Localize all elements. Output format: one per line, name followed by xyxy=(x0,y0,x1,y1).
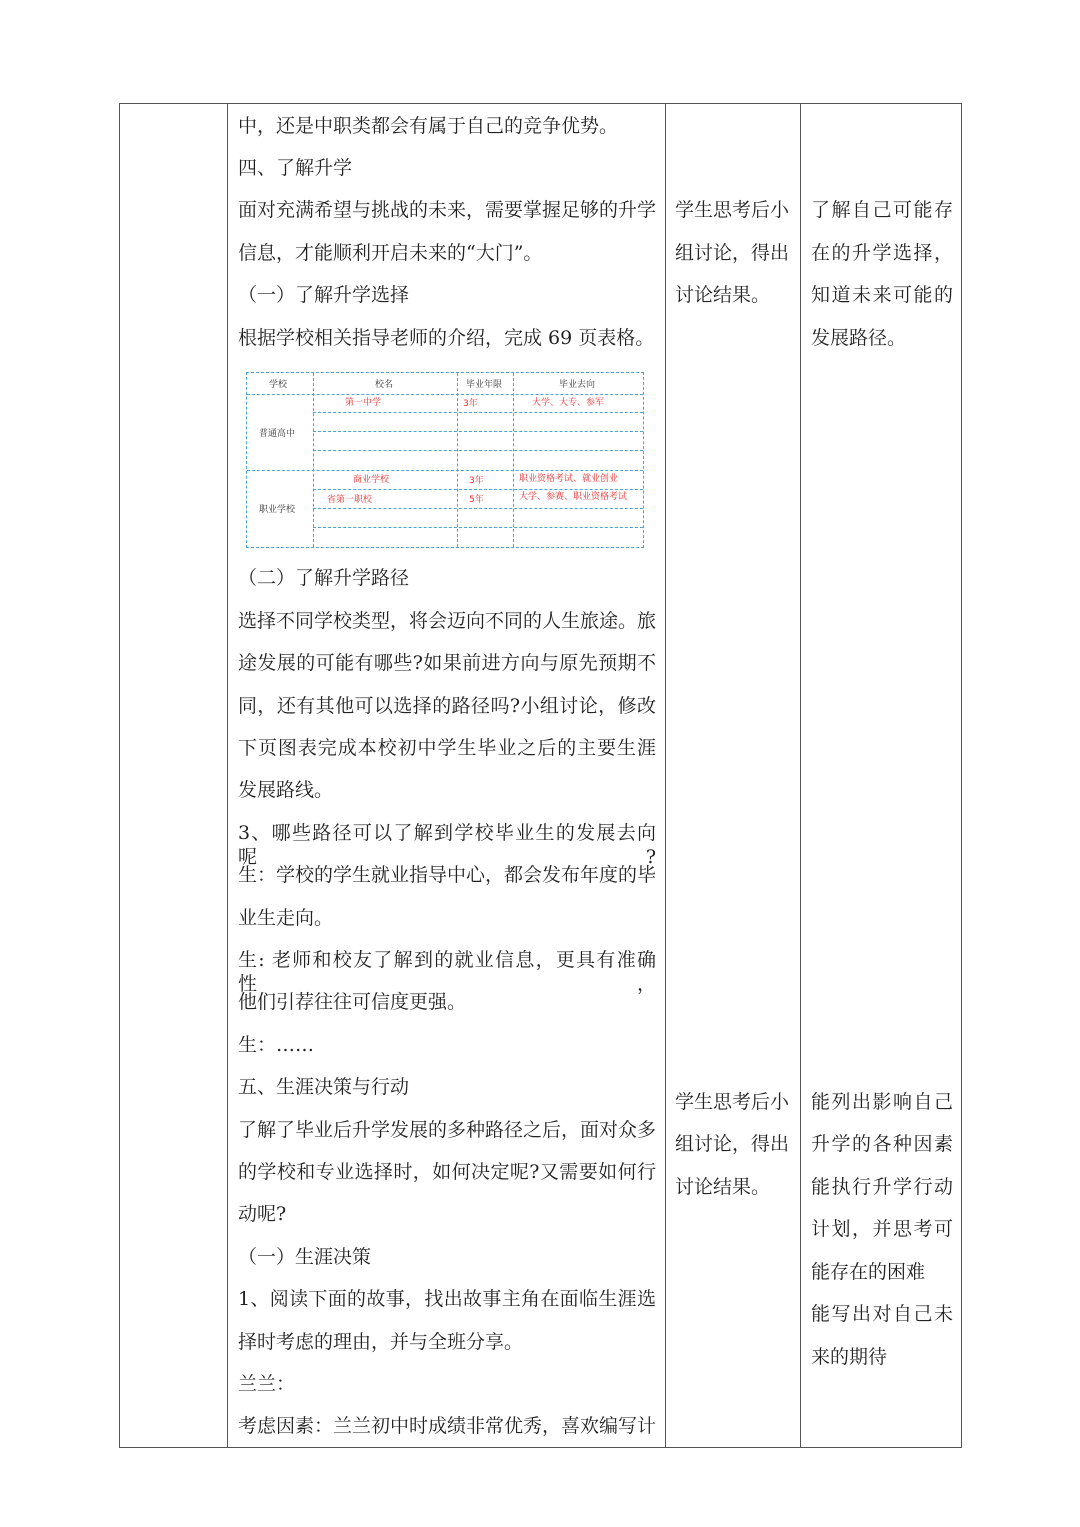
section-heading: 五、生涯决策与行动 xyxy=(238,1076,410,1098)
mini-header: 毕业年限 xyxy=(466,380,503,390)
mini-header: 校名 xyxy=(375,380,394,390)
mini-cell: 大学、参赛、职业资格考试 xyxy=(519,492,628,502)
goal-line: 计划，并思考可 xyxy=(811,1218,953,1240)
body-line: 下页图表完成本校初中学生毕业之后的主要生涯 xyxy=(238,737,656,759)
student-activity-line: 学生思考后小 xyxy=(675,1091,790,1113)
section-heading: 四、了解升学 xyxy=(238,157,353,179)
body-line: 1、阅读下面的故事，找出故事主角在面临生涯选 xyxy=(238,1288,656,1310)
body-line: 信息，才能顺利开启未来的“大门”。 xyxy=(238,242,543,264)
body-line: 的学校和专业选择时，如何决定呢?又需要如何行 xyxy=(238,1161,656,1183)
body-line: 他们引荐往往可信度更强。 xyxy=(238,991,467,1013)
goal-line: 能写出对自己未 xyxy=(811,1303,953,1325)
body-line: 生：学校的学生就业指导中心，都会发布年度的毕 xyxy=(238,864,657,886)
body-line: 了解了毕业后升学发展的多种路径之后，面对众多 xyxy=(238,1119,657,1141)
mini-cell: 3年 xyxy=(463,399,478,409)
table-divider xyxy=(665,103,666,1448)
mini-cell: 5年 xyxy=(469,495,484,505)
student-activity-line: 讨论结果。 xyxy=(675,284,771,306)
body-line: 动呢? xyxy=(238,1203,287,1225)
body-line: 根据学校相关指导老师的介绍，完成 69 页表格。 xyxy=(238,327,655,349)
goal-line: 能执行升学行动 xyxy=(811,1176,953,1198)
table-divider xyxy=(227,103,228,1448)
body-line: 途发展的可能有哪些?如果前进方向与原先预期不 xyxy=(238,652,656,674)
table-divider xyxy=(800,103,801,1448)
body-line: 生: 老师和校友了解到的就业信息，更具有准确性， xyxy=(238,949,656,995)
mini-group-label: 职业学校 xyxy=(259,505,296,515)
body-line: 考虑因素：兰兰初中时成绩非常优秀，喜欢编写计 xyxy=(238,1415,657,1437)
body-line: 兰兰： xyxy=(238,1373,296,1395)
mini-header: 毕业去向 xyxy=(559,380,596,390)
goal-line: 来的期待 xyxy=(811,1346,888,1368)
subsection-heading: （一）了解升学选择 xyxy=(238,284,410,306)
subsection-heading: （一）生涯决策 xyxy=(238,1246,372,1268)
body-line: 选择不同学校类型，将会迈向不同的人生旅途。旅 xyxy=(238,610,657,632)
body-line: 同，还有其他可以选择的路径吗?小组讨论，修改 xyxy=(238,695,656,717)
student-activity-line: 组讨论，得出 xyxy=(675,1133,790,1155)
student-activity-line: 学生思考后小 xyxy=(675,199,790,221)
student-activity-line: 组讨论，得出 xyxy=(675,242,790,264)
mini-header: 学校 xyxy=(269,380,288,390)
goal-line: 了解自己可能存 xyxy=(811,199,953,221)
body-line: 业生走向。 xyxy=(238,907,334,929)
goal-line: 升学的各种因素 xyxy=(811,1133,953,1155)
goal-line: 发展路径。 xyxy=(811,327,907,349)
mini-cell: 第一中学 xyxy=(345,398,382,408)
mini-cell: 职业资格考试、就业创业 xyxy=(519,474,619,484)
mini-cell: 大学、大专、参军 xyxy=(532,398,605,408)
goal-line: 能存在的困难 xyxy=(811,1261,926,1283)
mini-cell: 省第一职校 xyxy=(327,495,373,505)
mini-cell: 3年 xyxy=(469,476,484,486)
body-line: 3、哪些路径可以了解到学校毕业生的发展去向呢? xyxy=(238,822,656,868)
mini-cell: 商业学校 xyxy=(353,475,390,485)
body-line: 发展路线。 xyxy=(238,779,334,801)
student-activity-line: 讨论结果。 xyxy=(675,1176,771,1198)
body-line: 生：…… xyxy=(238,1034,315,1056)
body-line: 中，还是中职类都会有属于自己的竞争优势。 xyxy=(238,115,619,137)
mini-group-label: 普通高中 xyxy=(259,429,296,439)
goal-line: 在的升学选择， xyxy=(811,242,953,264)
goal-line: 知道未来可能的 xyxy=(811,284,953,306)
goal-line: 能列出影响自己 xyxy=(811,1091,953,1113)
subsection-heading: （二）了解升学路径 xyxy=(238,567,410,589)
body-line: 面对充满希望与挑战的未来，需要掌握足够的升学 xyxy=(238,199,657,221)
school-choice-table-image xyxy=(246,372,644,548)
body-line: 择时考虑的理由，并与全班分享。 xyxy=(238,1331,524,1353)
